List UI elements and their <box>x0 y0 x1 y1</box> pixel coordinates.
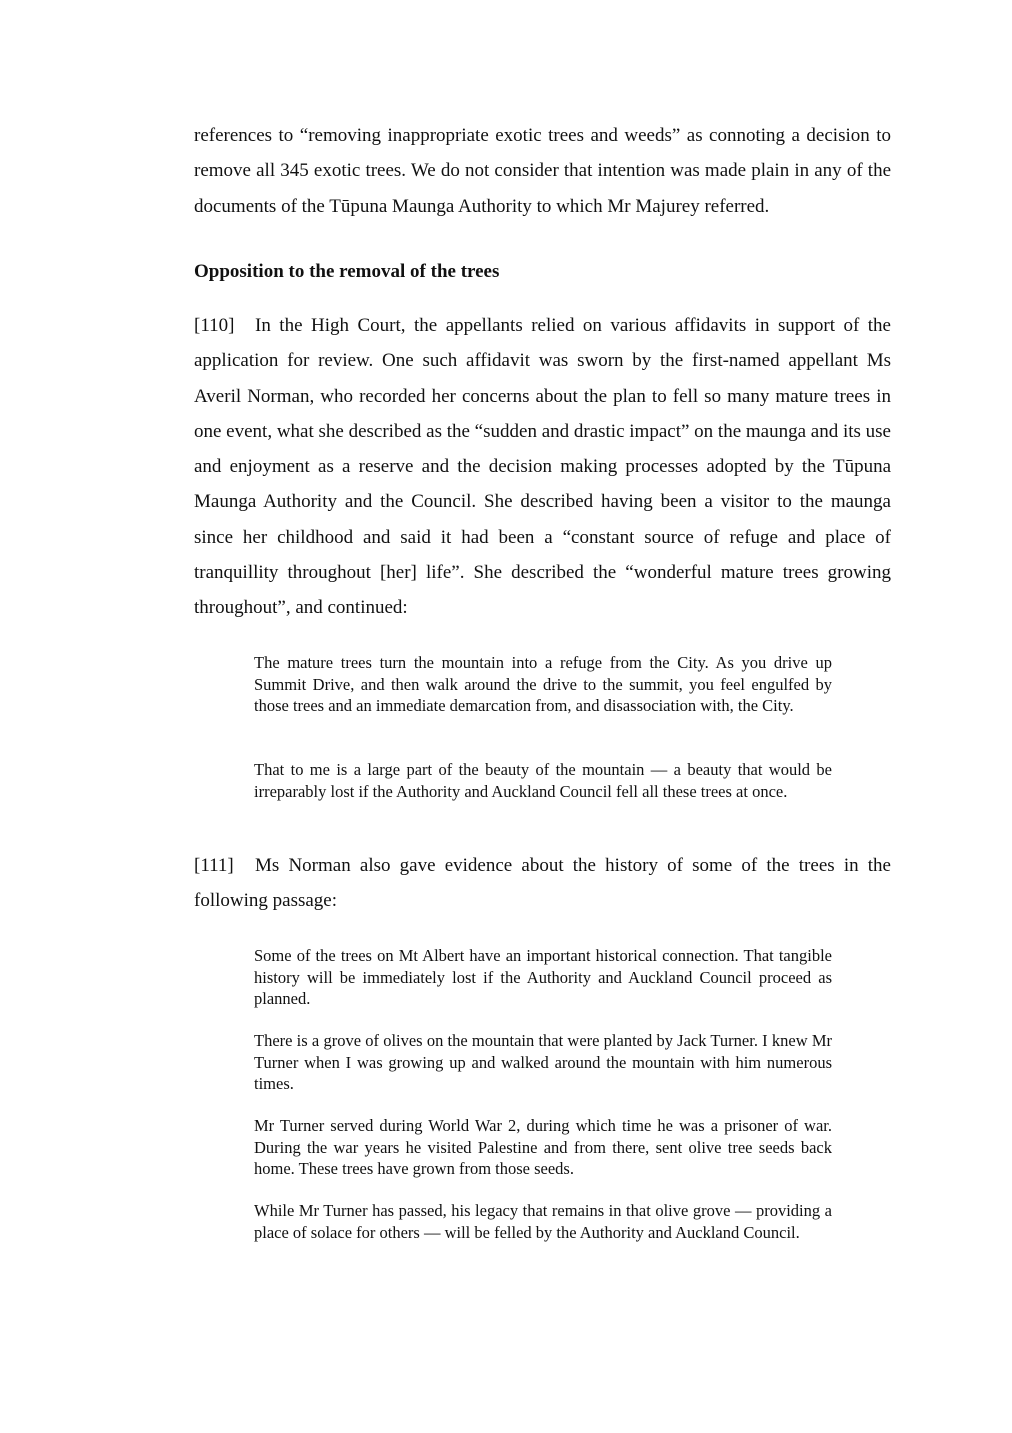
quote-111-part-2: There is a grove of olives on the mountain that were planted by Jack Turner. I knew Mr Turner when I was growing up and walked around the mountain with him numerous times. <box>254 1031 832 1093</box>
quote-111-part-3: Mr Turner served during World War 2, during which time he was a prisoner of war. During the war years he visited Palestine and from there, sent olive tree seeds back home. These trees have grown from those seeds. <box>254 1116 832 1178</box>
paragraph-111-text: Ms Norman also gave evidence about the history of some of the trees in the following passage: <box>194 855 891 912</box>
opening-paragraph: references to “removing inappropriate exotic trees and weeds” as connoting a decision to remove all 345 exotic trees. We do not consider that intention was made plain in any of the documents of the Tūpuna Maunga Authority to which Mr Majurey referred. <box>194 125 891 217</box>
quote-110-part-1: The mature trees turn the mountain into a refuge from the City. As you drive up Summit Drive, and then walk around the drive to the summit, you feel engulfed by those trees and an immediate demarcation from, and disassociation with, the City. <box>254 653 832 715</box>
paragraph-110 <box>194 308 891 626</box>
quote-111-part-1: Some of the trees on Mt Albert have an important historical connection. That tangible history will be immediately lost if the Authority and Auckland Council proceed as planned. <box>254 946 832 1008</box>
paragraph-number-111: [111] <box>194 855 234 876</box>
paragraph-110-text: In the High Court, the appellants relied on various affidavits in support of the application for review. One such affidavit was sworn by the first-named appellant Ms Averil Norman, who recorded her concerns about the plan to fell so many mature trees in one event, what she described as the “sudden and drastic impact” on the maunga and its use and enjoyment as a reserve and the decision making processes adopted by the Tūpuna Maunga Authority and the Council. She described having been a visitor to the maunga since her childhood and said it had been a “constant source of refuge and place of tranquillity throughout [her] life”. She described the “wonderful mature trees growing throughout”, and continued: <box>194 315 891 619</box>
quote-111-part-4: While Mr Turner has passed, his legacy that remains in that olive grove — providing a place of solace for others — will be felled by the Authority and Auckland Council. <box>254 1201 832 1242</box>
section-heading: Opposition to the removal of the trees <box>194 261 500 282</box>
paragraph-111 <box>194 848 891 919</box>
quote-110-part-2: That to me is a large part of the beauty of the mountain — a beauty that would be irreparably lost if the Authority and Auckland Council fell all these trees at once. <box>254 760 832 801</box>
paragraph-number-110: [110] <box>194 315 235 336</box>
